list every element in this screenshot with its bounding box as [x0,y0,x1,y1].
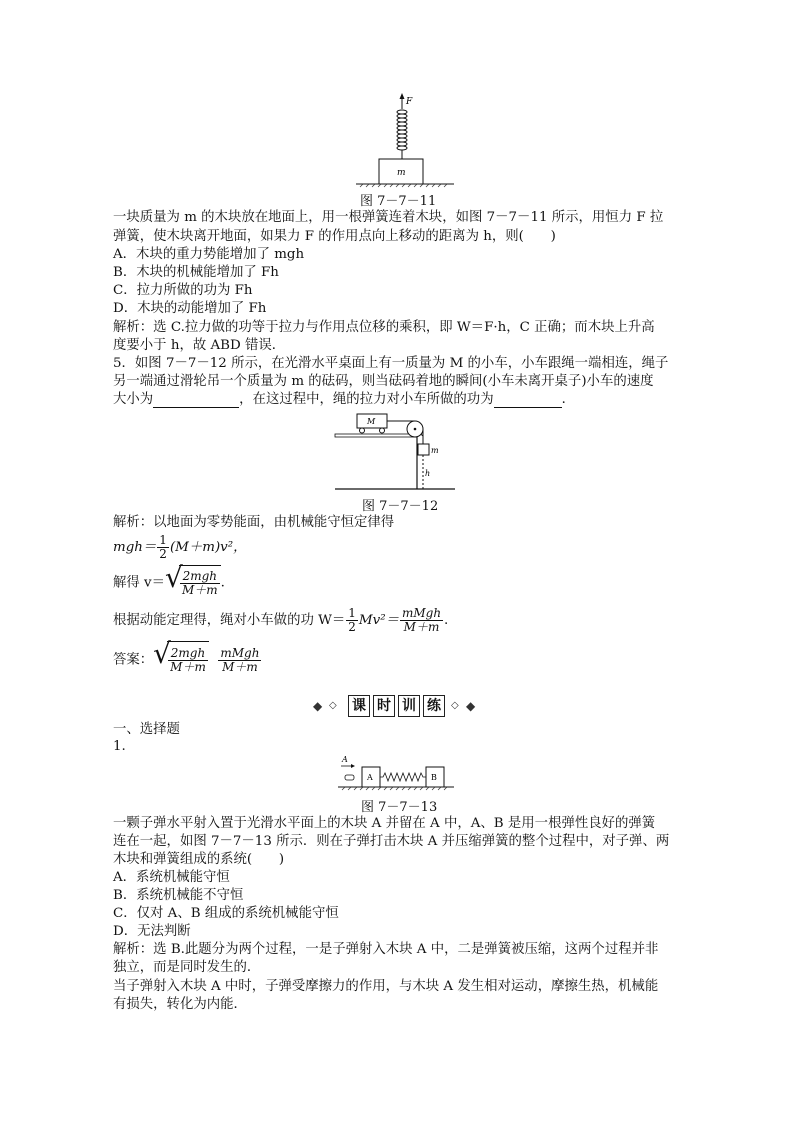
diamond-icon: ◆ [313,699,323,713]
spring [380,773,426,781]
table [335,434,417,437]
practice-q1-stem-1: 一颗子弹水平射入置于光滑水平面上的木块 A 并留在 A 中，A、B 是用一根弹性良好的弹簧 [113,816,656,831]
q4-stem-2: 弹簧，使木块离开地面，如果力 F 的作用点向上移动的距离为 h，则( ) [113,229,556,244]
practice-q1-number: 1. [113,739,126,754]
block-label: m [397,168,406,178]
answer-1: √ $\frac{\text{2mgh}}{M+m}$ [153,641,209,679]
q5-equation-1 [113,533,247,563]
q5-solution-1: 解析：以地面为零势能面，由机械能守恒定律得 [113,515,395,530]
q4-option-c: C．拉力所做的功为 Fh [113,283,253,298]
q5-stem-2: 另一端通过滑轮吊一个质量为 m 的砝码，则当砝码着地的瞬间(小车未离开桌子)小车的速度 [113,374,654,389]
practice-option-b: B．系统机械能不守恒 [113,888,244,903]
banner-char-3: 训 [398,695,420,717]
figure-caption-11: 图 7－7－11 [360,194,437,209]
figure-7-7-12 [333,410,458,492]
q5-equation-3 [113,604,448,638]
eq2-end: . [220,575,225,591]
spring [397,110,407,159]
practice-analysis-1: 解析：选 B.此题分为两个过程，一是子弹射入木块 A 中，二是弹簧被压缩，这两个过程并非 [113,942,659,957]
practice-option-a: A．系统机械能守恒 [113,870,230,885]
practice-analysis-4: 有损失，转化为内能． [113,997,247,1012]
figure-7-7-11 [350,93,460,188]
practice-option-c: C．仅对 A、B 组成的系统机械能守恒 [113,906,339,921]
q5-stem-3b: ，在这过程中，绳的拉力对小车所做的功为 [239,392,494,407]
q5-equation-2 [113,561,225,601]
eq1-rhs: (M＋m)v²， [169,540,247,555]
q4-option-b: B．木块的机械能增加了 Fh [113,265,279,280]
weight-m [418,444,429,455]
q5-answer [113,637,262,679]
eq3-fraction-half: $\frac{1}{2}$ [348,606,356,634]
figure-7-7-13 [336,752,458,794]
bullet-label: A [342,755,348,764]
practice-analysis-2: 独立，而是同时发生的． [113,960,261,975]
block-a-label: A [367,773,373,782]
eq1-lhs: mgh＝ [113,540,157,555]
weight-label: m [431,446,439,455]
answer-blank-1 [153,407,239,408]
answer-label: 答案： [113,652,154,668]
small-diamond-icon: ◇ [451,700,459,711]
block-b-label: B [431,773,437,782]
practice-q1-stem-3: 木块和弹簧组成的系统( ) [113,852,285,867]
section-banner [313,695,483,717]
q4-option-d: D．木块的动能增加了 Fh [113,301,267,316]
answer-blank-2 [494,407,562,408]
eq3-mid: Mv²＝ [358,613,399,628]
banner-char-4: 练 [423,695,445,717]
small-diamond-icon: ◇ [329,700,337,711]
section-title: 一、选择题 [113,722,180,737]
bullet [345,775,354,780]
practice-q1-stem-2: 连在一起，如图 7－7－13 所示．则在子弹打击木块 A 并压缩弹簧的整个过程中，对子弹、两 [113,834,670,849]
q4-analysis-1: 解析：选 C.拉力做的功等于拉力与作用点位移的乘积，即 W＝F·h，C 正确；而木块上升高 [113,320,655,335]
figure-caption-12: 图 7－7－12 [362,499,439,514]
banner-char-1: 课 [348,695,370,717]
eq2-sqrt: √ $\frac{\text{2mgh}}{M+m}$ [165,565,221,601]
eq3-fraction: $\frac{\text{mMgh}}{M+m}$ [401,606,442,634]
q5-stem-3c: ． [561,392,575,407]
cart-label: M [367,417,376,426]
q4-option-a: A．木块的重力势能增加了 mgh [113,247,305,262]
q5-stem-3 [113,391,575,408]
practice-analysis-3: 当子弹射入木块 A 中时，子弹受摩擦力的作用，与木块 A 发生相对运动，摩擦生热，机械能 [113,979,659,994]
q5-stem-1: 5．如图 7－7－12 所示，在光滑水平桌面上有一质量为 M 的小车，小车跟绳一端相连，绳子 [113,356,669,371]
q4-stem-1: 一块质量为 m 的木块放在地面上，用一根弹簧连着木块，如图 7－7－11 所示，用恒力 F 拉 [113,210,664,225]
q5-stem-3a: 大小为 [113,392,154,407]
eq1-fraction: $\frac{1}{2}$ [159,533,167,561]
practice-option-d: D．无法判断 [113,924,191,939]
eq3-end: . [444,613,449,628]
figure-caption-13: 图 7－7－13 [361,800,438,815]
height-label: h [425,469,431,478]
diamond-icon: ◆ [466,699,476,713]
banner-char-2: 时 [373,695,395,717]
eq2-lhs: 解得 v＝ [113,575,165,591]
eq3-lhs: 根据动能定理得，绳对小车做的功 W＝ [113,613,346,628]
force-label: F [406,97,413,107]
q4-analysis-2: 度要小于 h，故 ABD 错误． [113,338,286,353]
answer-2: $\frac{\text{mMgh}}{M+m}$ [220,645,260,674]
